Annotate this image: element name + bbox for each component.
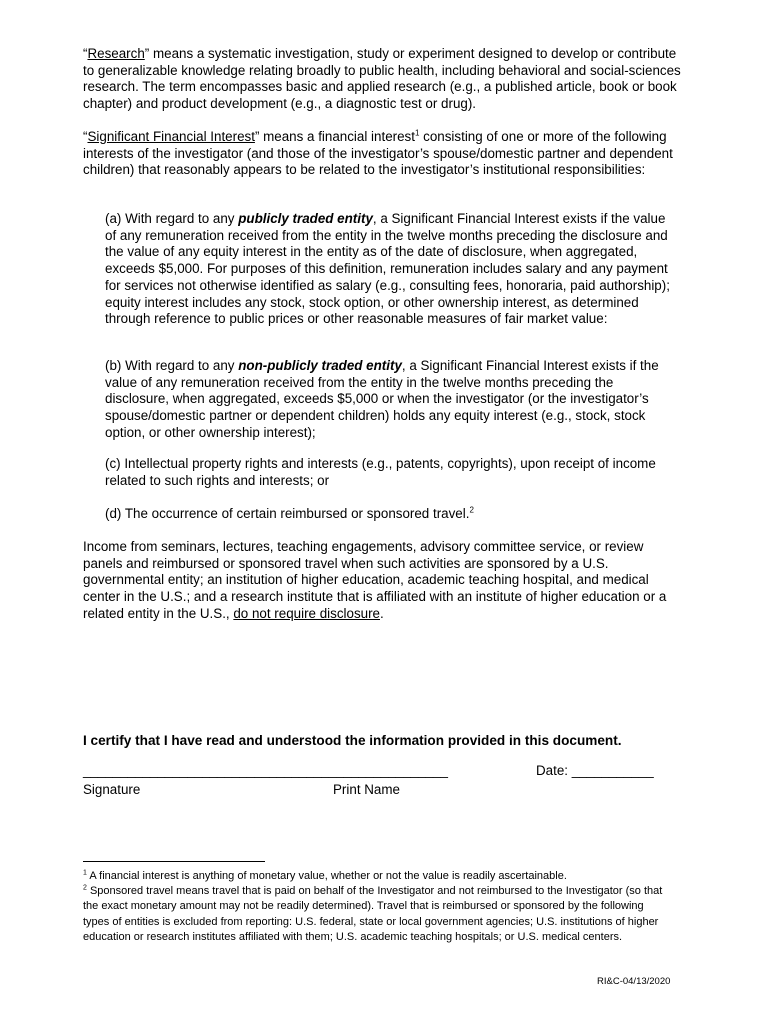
sfi-text-before: ” means a financial interest — [254, 129, 415, 144]
signature-line[interactable]: _________________________________________________ — [83, 763, 448, 778]
item-b-prefix: (b) With regard to any — [105, 358, 239, 373]
item-d-text: (d) The occurrence of certain reimbursed or sponsored travel. — [105, 506, 470, 521]
date-field[interactable]: Date: ___________ — [536, 763, 654, 778]
certification-statement: I certify that I have read and understood the information provided in this document. — [83, 733, 622, 748]
item-b-text: , a Significant Financial Interest exists if the value of any remuneration received from the entity in the twelve months preceding the disclosure, when aggregated, exceeds $5,000 or when the investigator (or the investigator’s spouse/domestic partner or dependent children) holds any equity interest (e.g., stock, stock option, or other ownership interest); — [105, 358, 659, 440]
footnote-2 — [83, 884, 673, 945]
footnote-2-number: 2 — [83, 884, 87, 892]
research-definition-text: ” means a systematic investigation, study or experiment designed to develop or contribute to generalizable knowledge relating broadly to public health, including behavioral and social-sciences research. The term encompasses basic and applied research (e.g., a published article, book or book chapter) and product development (e.g., a diagnostic test or drug). — [83, 46, 681, 112]
income-emphasis: do not require disclosure — [233, 605, 380, 621]
footnote-1-text: A financial interest is anything of monetary value, whether or not the value is readily ascertainable. — [86, 870, 567, 882]
footnote-2-text: Sponsored travel means travel that is paid on behalf of the Investigator and not reimbursed to the Investigator (so that the exact monetary amount may not be readily determined). Travel that is reimbursed or sponsored by the following types of entities is excluded from reporting: U.S. federal, state or local government agencies; U.S. institutions of higher education or research institutes affiliated with them; U.S. academic teaching hospitals; or U.S. medical centers. — [83, 885, 663, 943]
footnote-1-number: 1 — [83, 869, 87, 877]
item-a-prefix: (a) With regard to any — [105, 211, 239, 226]
income-end: . — [380, 605, 384, 621]
research-term: Research — [87, 46, 145, 61]
research-definition: “Research” means a systematic investigation, study or experiment designed to develop or contribute to generalizable knowledge relating broadly to public health, including behavioral and social-sciences research. The term encompasses basic and applied research (e.g., a published article, book or book chapter) and product development (e.g., a diagnostic test or drug). — [83, 46, 681, 112]
item-a-emphasis: publicly traded entity — [238, 211, 373, 226]
form-id: RI&C-04/13/2020 — [597, 976, 671, 987]
item-c-text: (c) Intellectual property rights and interests (e.g., patents, copyrights), upon receipt of income related to such rights and interests; or — [105, 456, 656, 488]
item-a — [105, 211, 680, 328]
sfi-definition: “Significant Financial Interest” means a financial interest$^1$ consisting of one or more of the following interests of the investigator (and those of the investigator’s spouse/domestic partner and dependent children) that reasonably appears to be related to the investigator’s institutional responsibilities: — [83, 128, 673, 178]
item-a-text: , a Significant Financial Interest exists if the value of any remuneration received from the entity in the twelve months preceding the disclosure and the value of any equity interest in the entity as of the date of disclosure, when aggregated, exceeds $5,000. For purposes of this definition, remuneration includes salary and any payment for services not otherwise identified as salary (e.g., consulting fees, honoraria, paid authorship); equity interest includes any stock, stock option, or other ownership interest, as determined through reference to public prices or other reasonable measures of fair market value: — [105, 211, 670, 327]
print-name-label: Print Name — [333, 782, 400, 797]
footnote-1 — [83, 869, 673, 884]
sfi-term: Significant Financial Interest — [87, 129, 255, 144]
income-text: Income from seminars, lectures, teaching engagements, advisory committee service, or review panels and reimbursed or sponsored travel when such activities are sponsored by a U.S. governmental entity; an institution of higher education, academic teaching hospital, and medical center in the U.S.; and a research institute that is affiliated with an institute of higher education or a related entity in the U.S., — [83, 539, 667, 621]
item-c — [105, 456, 680, 489]
item-d — [105, 506, 680, 523]
footnote-ref-1: 1 — [414, 128, 420, 138]
item-b — [105, 358, 680, 442]
footnote-ref-2: 2 — [469, 505, 474, 515]
sfi-text-after: consisting of one or more of the following interests of the investigator (and those of the investigator’s spouse/domestic partner and dependent children) that reasonably appears to be related to the investigator’s institutional responsibilities: — [83, 129, 673, 178]
signature-label: Signature — [83, 782, 141, 797]
footnote-divider — [83, 861, 265, 862]
income-paragraph — [83, 539, 683, 623]
item-b-emphasis: non-publicly traded entity — [238, 358, 402, 373]
